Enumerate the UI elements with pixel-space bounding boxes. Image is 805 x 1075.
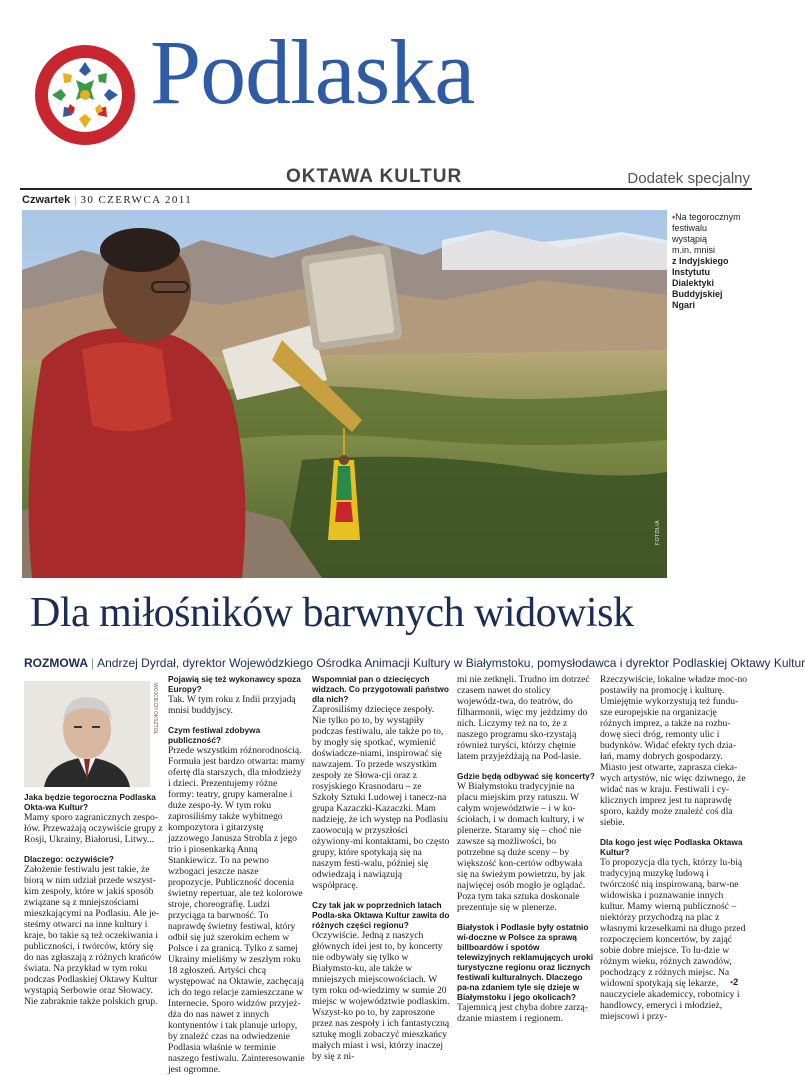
answer: Rzeczywiście, lokalne władze moc-no postawiły na promocję i kulturę. Umiejętnie wykorzystują też fundu-sze europejskie na organizację różnych imprez, a także na rozbu-dowę sieci dróg, remonty ulic i budynków. Widać efekty tych dzia-łań, mamy dobrych gospodarzy. Miasto jest otwarte, zaprasza cieka-wych artystów, nic więc dziwnego, że widać nas w kraju. Festiwali i cy-klicznych imprez jest tu naprawdę sporo, każdy może znaleźć coś dla siebie. (600, 674, 748, 828)
interviewee-portrait (24, 681, 150, 787)
question: Czym festiwal zdobywa publiczność? (168, 725, 261, 745)
answer: Mamy sporo zagranicznych zespo-łów. Przeważają oczywiście grupy z Rosji, Ukrainy, Białorusi, Litwy... (24, 812, 163, 845)
question: Gdzie będą odbywać się koncerty? (457, 771, 595, 781)
continued-on-page[interactable] (730, 977, 738, 987)
masthead-title: Podlaska (150, 21, 475, 123)
article-column-3 (312, 674, 450, 1062)
caption-line-4: m.in. mnisi (672, 245, 716, 255)
question: Pojawią się też wykonawcy spoza Europy? (168, 674, 301, 694)
answer: To propozycja dla tych, którzy lu-bią tradycyjną muzykę ludową i twórczość nią inspirowaną, barw-ne widowiska i poznawanie innych kultur. Mamy wierną publiczność – niektórzy przychodzą na plac z własnymi krzesełkami na długo przed rozpoczęciem koncertów, by zająć sobie dobre miejsce. To lu-dzie w różnym wieku, różnych zawodów, pochodzący z różnych miejsc. Na widowni spotykają się lekarze, nauczyciele akademiccy, robotnicy i handlowcy, emeryci i młodzież, miejscowi i przy- (600, 857, 746, 1022)
article-column-5 (600, 674, 748, 1022)
question: Dla kogo jest więc Podlaska Oktawa Kultur? (600, 837, 743, 857)
caption-bullet: • (672, 212, 676, 222)
caption-bold-line-2: Instytutu (672, 267, 710, 277)
caption-line-3: wystąpią (672, 234, 708, 244)
issue-date: 30 CZERWCA 2011 (80, 194, 193, 206)
question: Wspomniał pan o dziecięcych widzach. Co przygotowali państwo dla nich? (312, 674, 449, 704)
main-photo (22, 210, 667, 578)
caption-line-2: festiwalu (672, 223, 708, 233)
question: Białystok i Podlasie były ostatnio wi-doczne w Polsce za sprawą billboardów i spotów telewizyjnych reklamujących uroki turystyczne regionu oraz licznych festiwali kulturalnych. Dlaczego pa-na zdaniem tyle się dzieje w Białymstoku i jego okolicach? (457, 922, 594, 1002)
caption-bold-line-3: Dialektyki (672, 278, 715, 288)
answer: Założenie festiwalu jest takie, że biorą w nim udział przede wszyst-kim zespoły, które w jakiś sposób związane są z mniejszościami mieszkającymi na Podlasiu. Ale je-steśmy otwarci na inne kultury i kraje, bo takie są też oczekiwania i publiczności, i twórców, który się do nas zgłaszają z różnych krańców świata. Na przykład w tym roku podczas Podlaskiej Oktawy Kultur wystąpią Serbowie oraz Słowacy. Nie zabraknie także polskich grup. (24, 864, 162, 1007)
dateline: Czwartek | 30 CZERWCA 2011 (22, 194, 193, 206)
portrait-credit: WOJCIECH OKSZTOŁ (152, 683, 158, 735)
supplement-bar (20, 162, 752, 190)
article-column-1 (24, 792, 164, 1007)
answer: Przede wszystkim różnorodnością. Formuła jest bardzo otwarta: mamy ofertę dla starszych, dla młodzieży i dzieci. Prezentujemy różne formy: teatry, grupy kameralne i duże zespo-ły. W tym roku zaprosiliśmy także wybitnego kompozytora i gitarzystę jazzowego Janusza Strobla z jego trio i piosenkarką Anną Stankiewicz. To na pewno wzbogaci jeszcze nasze propozycje. Publiczność docenia świetny repertuar, ale też kolorowe stroje, choreografię. Ludzi przyciąga ta barwność. To naprawdę świetny festiwal, który odbił się już szerokim echem w Polsce i za granicą. Tylko z samej Ukrainy mieliśmy w zeszłym roku 18 zgłoszeń. Artyści chcą występować na Oktawie, zachęcają ich do tego relacje zamieszczane w Internecie. Sporo widzów przyjeż-dża do nas nawet z innych kontynentów i tak planuje urlopy, by znaleźć czas na odwiedzenie Podlasia właśnie w terminie naszego festiwalu. Zainteresowanie jest ogromne. (168, 745, 305, 1075)
caption-bold-line-4: Buddyjskiej (672, 289, 723, 299)
podlaska-logo (34, 44, 136, 146)
issue-day: Czwartek (22, 194, 71, 206)
caption-line-1: Na tegorocznym (675, 212, 741, 222)
article-headline: Dla miłośników barwnych widowisk (30, 590, 634, 636)
caption-bold-line-5: Ngari (672, 300, 696, 310)
caption-bold-line-1: z Indyjskiego (672, 256, 729, 266)
article-kicker: ROZMOWA (24, 656, 88, 670)
question: Czy tak jak w poprzednich latach Podla-ska Oktawa Kultur zawita do różnych części regionu? (312, 900, 450, 930)
supplement-name: OKTAWA KULTUR (286, 166, 463, 187)
answer: Oczywiście. Jedną z naszych głównych idei jest to, by koncerty nie odbywały się tylko w Białymsto-ku, ale także w mniejszych miejscowościach. W tym roku od-wiedzimy w sumie 20 miejsc w województwie podlaskim. Wszyst-ko po to, by zaproszone przez nas zespoły i ich fantastyczną sztukę mogli zobaczyć mieszkańcy małych miast i wsi, którzy inaczej by się z ni- (312, 930, 450, 1062)
article-column-2 (168, 674, 305, 1075)
article-column-4 (457, 674, 595, 1024)
answer: mi nie zetknęli. Trudno im dotrzeć czasem nawet do stolicy wojewódz-twa, do teatrów, do filharmonii, więc my jeździmy do nich. Liczymy też na to, że z naszego programu sko-rzystają również turyści, którzy chętnie latem przyjeżdżają na Pod-lasie. (457, 674, 590, 762)
continued-page-number: 2 (733, 977, 739, 987)
question: Dlaczego: oczywiście? (24, 854, 114, 864)
answer: Tajemnicą jest chyba dobre zarzą-dzanie miastem i regionem. (457, 1002, 588, 1024)
article-deck: ROZMOWA | Andrzej Dyrdał, dyrektor Wojewódzkiego Ośrodka Animacji Kultury w Białymstoku, pomysłodawca i dyrektor Podlaskiej Oktawy Kultur (24, 656, 805, 670)
photo-credit: FOTOLIA (655, 520, 661, 545)
question: Jaka będzie tegoroczna Podlaska Okta-wa Kultur? (24, 792, 156, 812)
answer: Tak. W tym roku z Indii przyjadą mnisi buddyjscy. (168, 694, 296, 716)
article-deck-text: Andrzej Dyrdał, dyrektor Wojewódzkiego Ośrodka Animacji Kultury w Białymstoku, pomysłodawca i dyrektor Podlaskiej Oktawy Kultur (97, 656, 805, 670)
answer: W Białymstoku tradycyjnie na placu miejskim przy ratuszu. W całym województwie – i w ko-ściołach, i w domach kultury, i w plenerze. Staramy się – choć nie zawsze są możliwości, bo potrzebne są duże sceny – by większość kon-certów odbywała się na świeżym powietrzu, by jak najwięcej osób mogło je oglądać. Poza tym taka sztuka doskonale prezentuje się w plenerze. (457, 781, 586, 913)
special-supplement-label: Dodatek specjalny (627, 170, 750, 187)
continue-arrow-icon: • (730, 977, 734, 987)
photo-caption (672, 212, 752, 311)
answer: Zaprosiliśmy dziecięce zespoły. Nie tylko po to, by wystąpiły podczas festiwalu, ale także po to, by mogły się spotkać, wymienić doświadcze-niami, inspirować się nawzajem. To przede wszystkim zespoły ze Słowa-cji oraz z rosyjskiego Krasnodaru – ze Szkoły Sztuki Ludowej i tanecz-na grupa Kazaczki-Kazaczki. Mam nadzieję, że ich występ na Podlasiu zaowocują w przyszłości ożywiony-mi kontaktami, bo często grupy, które spotykają się na naszym festi-walu, później się odwiedzają i nawiązują współpracę. (312, 704, 450, 891)
